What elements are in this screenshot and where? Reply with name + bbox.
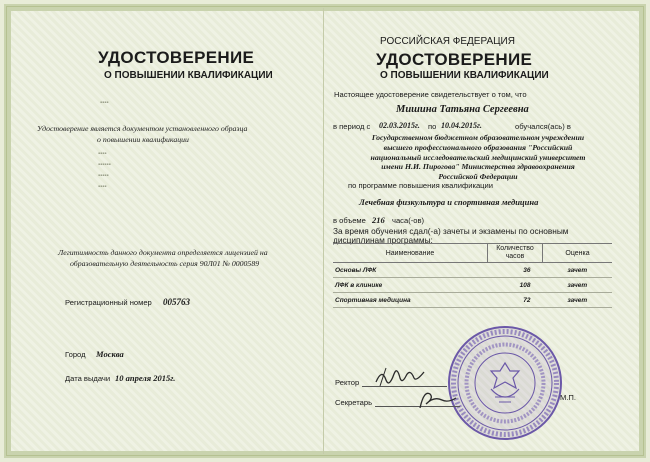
institution-line: Государственном бюджетном образовательном учреждении — [371, 133, 585, 142]
subject-mark: зачет — [543, 278, 613, 293]
left-title: УДОСТОВЕРЕНИЕ — [98, 48, 255, 67]
volume-value: 216 — [372, 215, 385, 225]
reg-number-value: 005763 — [163, 297, 190, 307]
header-mark: Оценка — [543, 244, 613, 263]
issue-date-label: Дата выдачи — [65, 374, 111, 383]
official-seal-icon — [445, 323, 565, 443]
issue-date-value: 10 апреля 2015г. — [115, 373, 176, 383]
left-subtitle: О ПОВЫШЕНИИ КВАЛИФИКАЦИИ — [104, 70, 273, 81]
reg-number-label: Регистрационный номер — [65, 298, 152, 307]
studied-text: обучался(ась) в — [515, 122, 571, 131]
left-license-line1: Легитимность данного документа определяется лицензией на — [58, 248, 268, 257]
mp-label: М.П. — [560, 393, 577, 402]
institution-line: высшего профессионального образования "Российский — [383, 142, 573, 152]
fold-line — [323, 8, 324, 454]
table-row — [333, 293, 612, 308]
institution-line: Российской Федерации — [438, 172, 518, 182]
subject-mark: зачет — [543, 263, 613, 278]
volume-unit: часа(-ов) — [392, 216, 425, 225]
subject-hours: 36 — [488, 263, 543, 278]
subject-name: Основы ЛФК — [333, 263, 488, 278]
subject-hours: 72 — [488, 293, 543, 308]
right-subtitle: О ПОВЫШЕНИИ КВАЛИФИКАЦИИ — [380, 70, 549, 81]
rector-label: Ректор — [335, 378, 360, 387]
subject-hours: 108 — [488, 278, 543, 293]
secretary-label: Секретарь — [335, 398, 373, 407]
subject-name: ЛФК в клинике — [333, 278, 488, 293]
subject-name: Спортивная медицина — [333, 293, 488, 308]
left-license-line2: образовательную деятельность серия 90Л01 № 0000589 — [70, 259, 260, 268]
left-doc-note-line2: о повышении квалификации — [97, 135, 189, 144]
subject-mark: зачет — [543, 293, 613, 308]
program-name: Лечебная физкультура и спортивная медицина — [359, 197, 539, 207]
exams-line1: За время обучения сдал(-а) зачеты и экзамены по основным — [333, 226, 569, 236]
period-date-from: 02.03.2015г. — [379, 121, 420, 130]
period-to: по — [428, 122, 437, 131]
certify-text: Настоящее удостоверение свидетельствует о том, что — [334, 90, 527, 99]
header-subject-name: Наименование — [333, 244, 488, 263]
left-doc-note-line1: Удостоверение является документом установленного образца — [37, 124, 248, 133]
institution-line: имени Н.И. Пирогова" Министерства здравоохранения — [381, 162, 575, 172]
period-prefix: в период с — [333, 122, 371, 131]
subjects-table — [333, 243, 612, 308]
table-row — [333, 263, 612, 278]
right-title: УДОСТОВЕРЕНИЕ — [376, 50, 533, 69]
period-date-to: 10.04.2015г. — [441, 121, 482, 130]
city-value: Москва — [96, 349, 124, 359]
volume-label: в объеме — [333, 216, 366, 225]
program-label: по программе повышения квалификации — [348, 181, 493, 190]
country-header: РОССИЙСКАЯ ФЕДЕРАЦИЯ — [380, 36, 515, 47]
secretary-signature-icon — [412, 386, 462, 412]
table-row — [333, 278, 612, 293]
exams-line2: дисциплинам программы: — [333, 235, 433, 245]
institution-name — [333, 133, 623, 182]
institution-line: национальный исследовательский медицинский университет — [370, 152, 586, 162]
header-hours: Количество часов — [488, 244, 543, 263]
faint-left-mark: ▪▪▪▪ — [100, 100, 109, 106]
holder-name: Мишина Татьяна Сергеевна — [396, 104, 529, 115]
city-label: Город — [65, 350, 86, 359]
faint-left-block: ▪▪▪▪ ▪▪▪▪▪▪ ▪▪▪▪▪ ▪▪▪▪ — [98, 151, 111, 190]
